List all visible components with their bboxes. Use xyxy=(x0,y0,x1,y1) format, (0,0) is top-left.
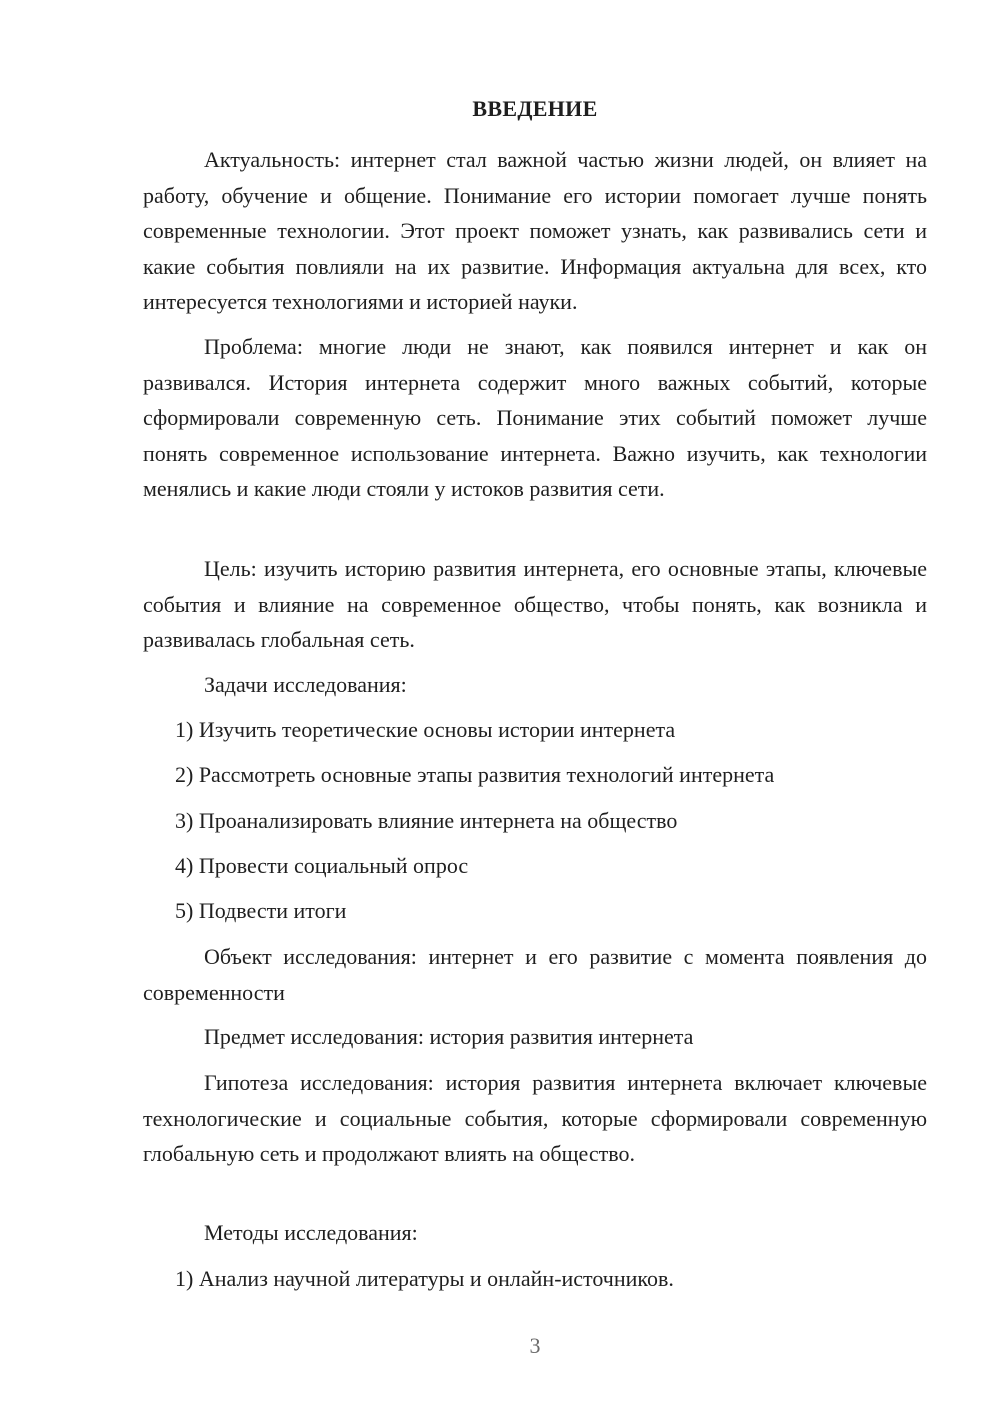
relevance-paragraph: Актуальность: интернет стал важной частью жизни людей, он влияет на работу, обучение и общение. Понимание его истории помогает лучше понять современные технологии. Этот проект поможет узнать, как развивались сети и какие события повлияли на их развитие. Информация актуальна для всех, кто интересуется технологиями и историей науки. xyxy=(143,147,927,314)
task-item: 5) Подвести итоги xyxy=(175,898,347,923)
problem-paragraph: Проблема: многие люди не знают, как появился интернет и как он развивался. История интернета содержит много важных событий, которые сформировали современную сеть. Понимание этих событий поможет лучше понять современное использование интернета. Важно изучить, как технологии менялись и какие люди стояли у истоков развития сети. xyxy=(143,334,927,501)
task-item: 3) Проанализировать влияние интернета на общество xyxy=(175,808,678,833)
subject-paragraph: Предмет исследования: история развития интернета xyxy=(204,1024,694,1049)
hypothesis-paragraph: Гипотеза исследования: история развития интернета включает ключевые технологические и социальные события, которые сформировали современную глобальную сеть и продолжают влиять на общество. xyxy=(143,1070,927,1166)
method-item: 1) Анализ научной литературы и онлайн-источников. xyxy=(175,1266,674,1291)
page-number: 3 xyxy=(529,1333,541,1358)
task-item: 4) Провести социальный опрос xyxy=(175,853,469,878)
methods-title: Методы исследования: xyxy=(204,1220,418,1245)
goal-paragraph: Цель: изучить историю развития интернета, его основные этапы, ключевые события и влияние на современное общество, чтобы понять, как возникла и развивалась глобальная сеть. xyxy=(143,556,927,652)
task-item: 2) Рассмотреть основные этапы развития технологий интернета xyxy=(175,762,775,787)
task-item: 1) Изучить теоретические основы истории интернета xyxy=(175,717,676,742)
page-heading: ВВЕДЕНИЕ xyxy=(472,96,598,121)
tasks-title: Задачи исследования: xyxy=(204,672,407,697)
object-paragraph: Объект исследования: интернет и его развитие с момента появления до современности xyxy=(143,944,927,1005)
